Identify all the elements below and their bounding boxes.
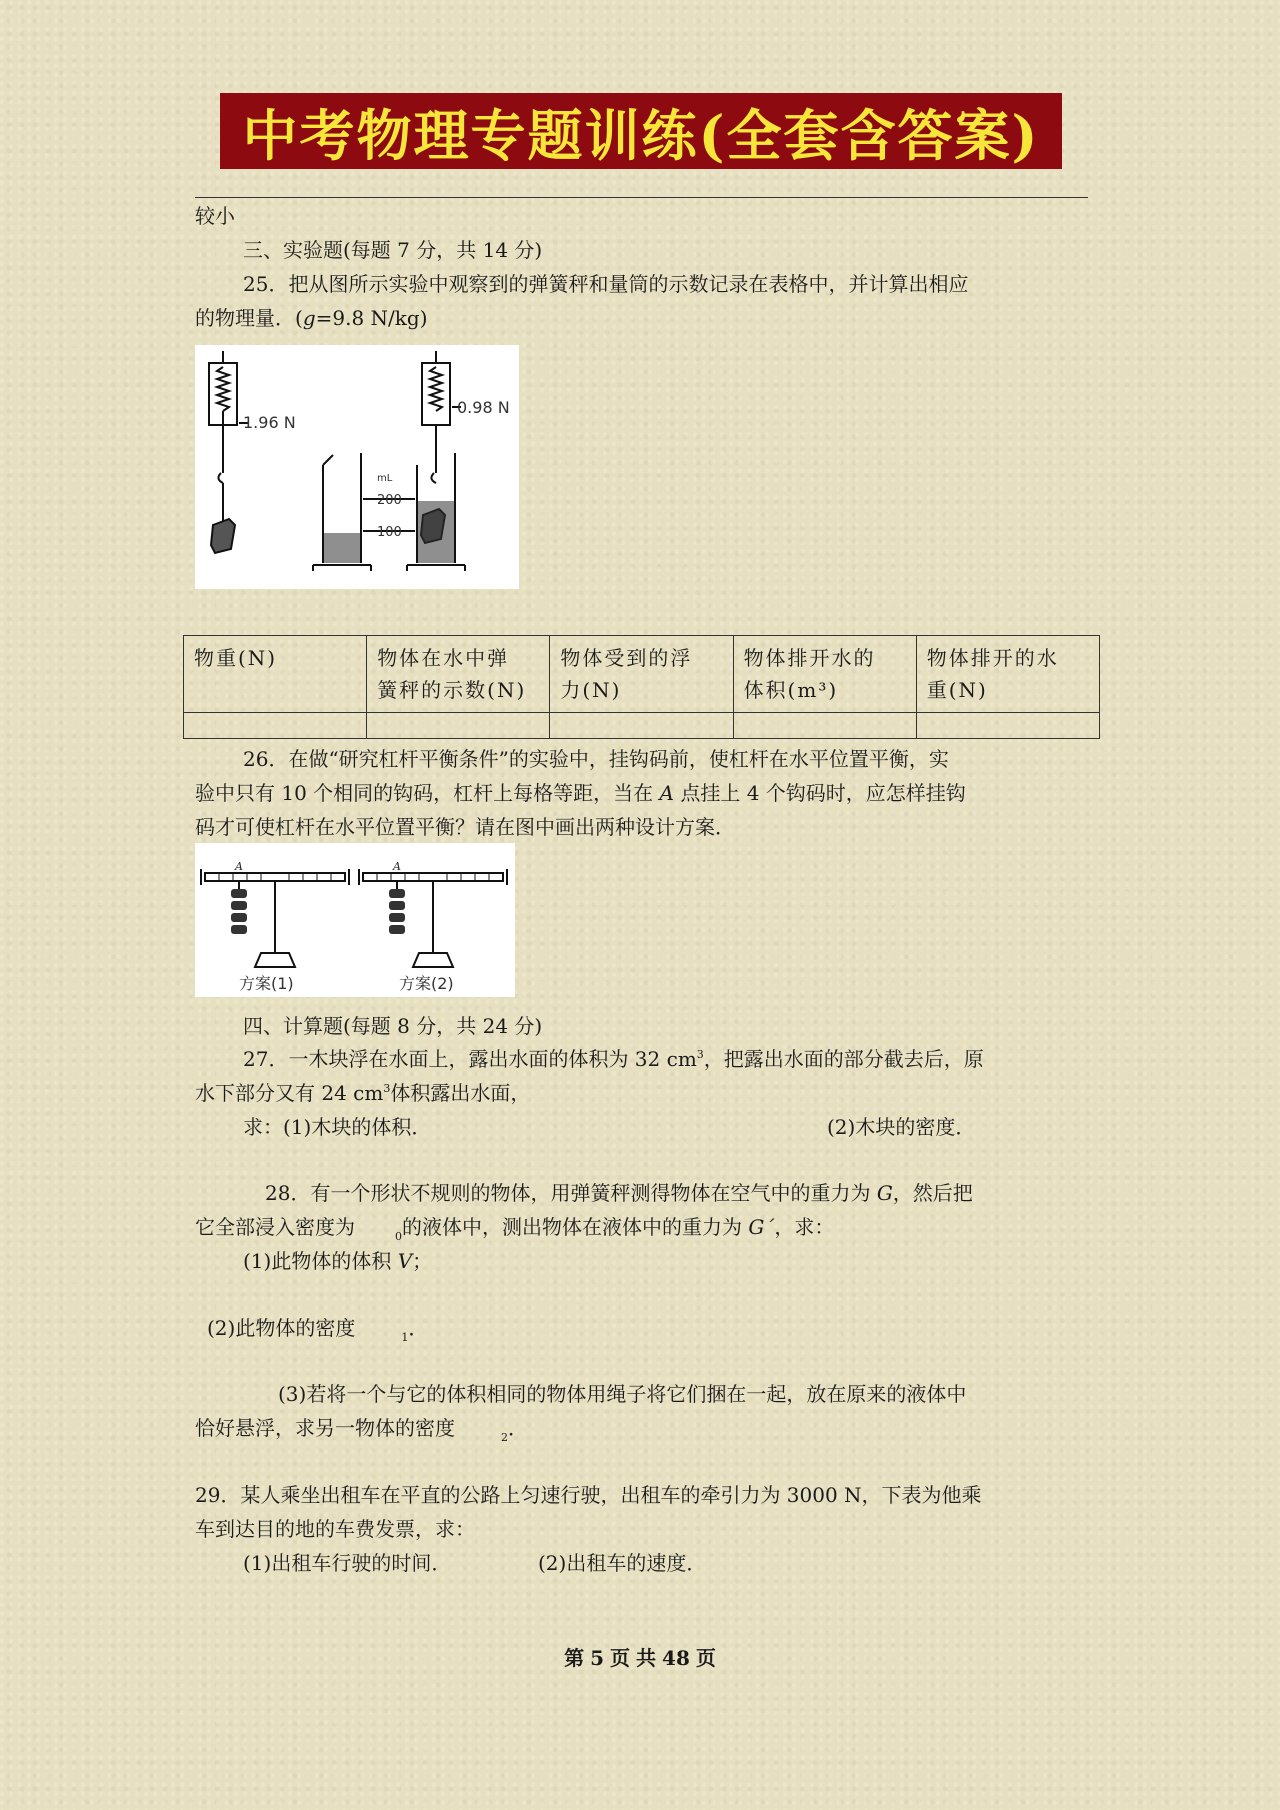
page-number: 5 bbox=[590, 1646, 605, 1670]
lever-diagram bbox=[195, 843, 515, 997]
banner-title: 中考物理专题训练(全套含答案) bbox=[242, 102, 1040, 168]
header-rule bbox=[195, 197, 1088, 198]
q25-record-table bbox=[183, 635, 1100, 739]
q28-part2-b: ． bbox=[408, 1316, 429, 1340]
q28-part2-a: (2)此物体的密度 bbox=[207, 1316, 356, 1340]
header-cell: 物体受到的浮 力(N) bbox=[550, 636, 733, 713]
table-header-row bbox=[184, 636, 1100, 713]
q29-ask-1: (1)出租车行驶的时间． bbox=[243, 1551, 452, 1575]
q28-part1-a: (1)此物体的体积 bbox=[243, 1249, 398, 1273]
q27-sup-3b: 3 bbox=[383, 1082, 391, 1095]
footer-text: 页 bbox=[695, 1646, 716, 1670]
title-banner bbox=[220, 93, 1062, 169]
header-cell: 物体在水中弹 簧秤的示数(N) bbox=[367, 636, 550, 713]
q26-line3: 码才可使杠杆在水平位置平衡？请在图中画出两种设计方案． bbox=[195, 815, 735, 839]
plan2-label: 方案(2) bbox=[399, 974, 454, 993]
q28-line2-a: 它全部浸入密度为 bbox=[195, 1215, 355, 1239]
table-cell[interactable] bbox=[550, 713, 733, 739]
intro-line: 较小 bbox=[195, 204, 235, 228]
q28-part3-line2-b: ． bbox=[508, 1416, 528, 1440]
header-cell: 物体排开水的 体积(m³) bbox=[733, 636, 916, 713]
q25-line2-b: =9.8 N/kg) bbox=[315, 306, 428, 330]
table-cell[interactable] bbox=[367, 713, 550, 739]
q28-symbol-g: G bbox=[876, 1181, 893, 1205]
q27-ask-2: (2)木块的密度． bbox=[827, 1115, 976, 1139]
q28-part2 bbox=[207, 1311, 428, 1349]
table-row bbox=[184, 713, 1100, 739]
reading-right: 0.98 N bbox=[457, 398, 510, 417]
lever2-point-a: A bbox=[393, 860, 401, 873]
rho-two-subscript: 2 bbox=[501, 1431, 508, 1444]
header-cell: 物体排开的水 重(N) bbox=[916, 636, 1099, 713]
q28-part3-line2-a: 恰好悬浮，求另一物体的密度 bbox=[195, 1416, 455, 1440]
q27-line1-a: 27．一木块浮在水面上，露出水面的体积为 32 cm bbox=[243, 1047, 697, 1071]
footer-text: 页 bbox=[610, 1646, 631, 1670]
q26-point-a: A bbox=[659, 781, 674, 805]
q28-part1-b: ； bbox=[412, 1249, 433, 1273]
q29-line1: 29．某人乘坐出租车在平直的公路上匀速行驶，出租车的牵引力为 3000 N，下表为他乘 bbox=[195, 1483, 982, 1507]
q27-line2-a: 水下部分又有 24 cm bbox=[195, 1081, 384, 1105]
reading-left: 1.96 N bbox=[243, 413, 296, 432]
mark-200: 200 bbox=[377, 493, 402, 508]
total-pages: 48 bbox=[662, 1646, 690, 1670]
q25-g-symbol: g bbox=[302, 306, 316, 330]
header-cell: 物重(N) bbox=[184, 636, 367, 713]
plan1-label: 方案(1) bbox=[239, 974, 294, 993]
page-footer bbox=[0, 1642, 1280, 1671]
q27-line2 bbox=[195, 1076, 530, 1114]
section3-heading: 三、实验题(每题 7 分，共 14 分) bbox=[243, 238, 543, 262]
q26-figure bbox=[195, 843, 515, 997]
q28-line1-a: 28．有一个形状不规则的物体，用弹簧秤测得物体在空气中的重力为 bbox=[265, 1181, 877, 1205]
q25-line2 bbox=[195, 301, 428, 335]
mark-100: 100 bbox=[377, 525, 402, 540]
q25-line2-a: 的物理量．( bbox=[195, 306, 303, 330]
table-cell[interactable] bbox=[916, 713, 1099, 739]
q28-symbol-v: V bbox=[397, 1249, 413, 1273]
q28-line1 bbox=[265, 1176, 973, 1210]
rho-zero-subscript: 0 bbox=[395, 1230, 402, 1243]
section4-heading: 四、计算题(每题 8 分，共 24 分) bbox=[243, 1014, 543, 1038]
q27-line2-b: 体积露出水面， bbox=[390, 1081, 531, 1105]
q28-line2 bbox=[195, 1210, 834, 1248]
q27-ask-1: 求：(1)木块的体积． bbox=[243, 1115, 432, 1139]
q28-symbol-g-prime: G´ bbox=[748, 1215, 775, 1239]
rho-one-subscript: 1 bbox=[401, 1331, 409, 1344]
q28-line2-c: ，求： bbox=[774, 1215, 835, 1239]
footer-text: 共 bbox=[636, 1646, 657, 1670]
q28-part1 bbox=[243, 1244, 432, 1278]
q26-line2-a: 验中只有 10 个相同的钩码，杠杆上每格等距，当在 bbox=[195, 781, 660, 805]
q26-line2 bbox=[195, 776, 966, 810]
footer-text: 第 bbox=[564, 1646, 585, 1670]
q25-figure bbox=[195, 345, 519, 589]
q25-line1: 25．把从图所示实验中观察到的弹簧秤和量筒的示数记录在表格中，并计算出相应 bbox=[243, 272, 969, 296]
q26-line2-b: 点挂上 4 个钩码时，应怎样挂钩 bbox=[673, 781, 966, 805]
q27-line1 bbox=[243, 1042, 984, 1080]
q28-part3-line2 bbox=[195, 1411, 528, 1449]
q27-line1-b: ，把露出水面的部分截去后，原 bbox=[703, 1047, 984, 1071]
unit-label: mL bbox=[377, 473, 393, 484]
q29-line2: 车到达目的地的车费发票，求： bbox=[195, 1517, 475, 1541]
table-cell[interactable] bbox=[733, 713, 916, 739]
q27-sup-3: 3 bbox=[696, 1048, 704, 1061]
q28-part3-line1: (3)若将一个与它的体积相同的物体用绳子将它们捆在一起，放在原来的液体中 bbox=[278, 1382, 967, 1406]
lever1-point-a: A bbox=[235, 860, 243, 873]
table-cell[interactable] bbox=[184, 713, 367, 739]
q28-line2-b: 的液体中，测出物体在液体中的重力为 bbox=[402, 1215, 749, 1239]
q26-line1: 26．在做“研究杠杆平衡条件”的实验中，挂钩码前，使杠杆在水平位置平衡，实 bbox=[243, 747, 949, 771]
spring-scale-cylinder-diagram bbox=[195, 345, 519, 589]
q28-line1-b: ，然后把 bbox=[892, 1181, 973, 1205]
q29-ask-2: (2)出租车的速度． bbox=[538, 1551, 707, 1575]
